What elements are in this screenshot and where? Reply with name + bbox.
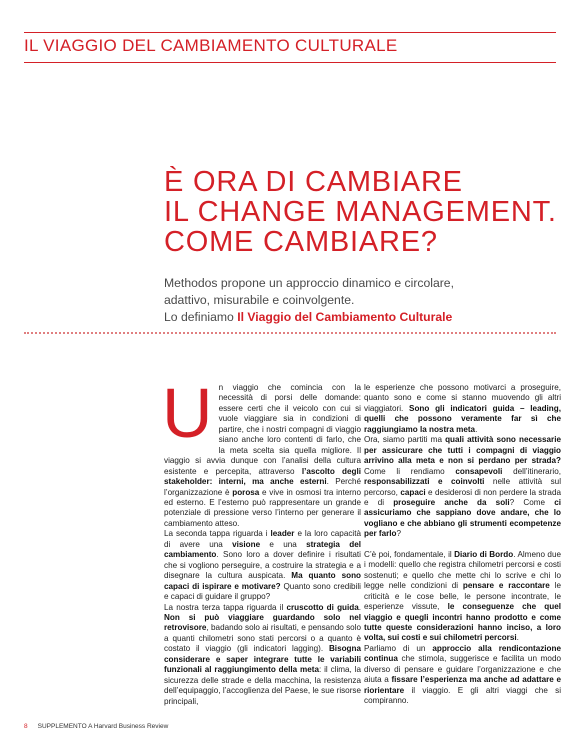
text-run: . Almeno due i modelli: quello che registra chilometri percorsi e costi sostenuti; e quello che mette chi lo scrive e chi lo legge nelle condizioni di xyxy=(364,549,561,591)
intro-line-3-prefix: Lo definiamo xyxy=(164,310,238,324)
intro-paragraph xyxy=(164,275,564,326)
bold-text: pensare e raccontare xyxy=(462,581,550,591)
text-run: C’è poi, fondamentale, il xyxy=(364,549,455,559)
intro-line-3 xyxy=(164,309,564,326)
page-number: 8 xyxy=(24,723,28,730)
intro-line-1: Methodos propone un approccio dinamico e circolare, xyxy=(164,276,454,290)
text-run: e una xyxy=(260,539,307,549)
paragraph-2 xyxy=(164,529,361,602)
bold-text: Diario di Bordo xyxy=(454,549,514,559)
text-run: Come li rendiamo xyxy=(364,466,456,476)
text-run: La seconda tappa riguarda i xyxy=(164,529,271,539)
page-footer xyxy=(24,723,168,730)
text-run: Ora, siamo partiti ma xyxy=(364,435,446,445)
text-run: ? Come xyxy=(509,497,555,507)
body-column-2 xyxy=(364,383,561,707)
paragraph-4 xyxy=(364,383,561,435)
bold-text: Non si può viaggiare guardando solo nel retrovisore xyxy=(164,612,361,633)
bold-text: Bisogna considerare e saper integrare tutte le variabili funzionali al raggiungimento della meta xyxy=(164,644,361,675)
publication-name: SUPPLEMENTO A Harvard Business Review xyxy=(37,723,169,730)
bold-text: cruscotto di guida xyxy=(286,602,359,612)
text-run: le criticità e le cose belle, le persone incontrate, le esperienze vissute, xyxy=(364,581,561,612)
header-rule-bottom xyxy=(24,62,556,63)
bold-text: quali attività sono necessarie per assicurare che tutti i compagni di viaggio arrivino alla meta e non si perdano per strada? xyxy=(364,435,561,466)
bold-text: capaci xyxy=(400,487,426,497)
header-rule-top xyxy=(24,32,556,33)
bold-text: consapevoli xyxy=(455,466,503,476)
intro-line-2: adattivo, misurabile e coinvolgente. xyxy=(164,293,355,307)
bold-text: fissare l’esperienza ma anche ad adattare e riorientare xyxy=(364,675,561,695)
text-run: e vive in osmosi tra interno ed esterno. E l’esterno può rappresentare un grande potenziale di pressione verso l’interno per generare il cambiamento atteso. xyxy=(164,487,361,528)
text-run: . Perché l’organizzazione è xyxy=(164,477,361,497)
text-run: : il clima, la sicurezza delle strade e della macchina, la resistenza dell’equipaggio, l’accoglienza del Paese, le sue risorse principali, xyxy=(164,665,361,706)
section-divider xyxy=(24,332,556,334)
text-run: dell’itinerario, xyxy=(502,466,561,476)
headline-line-1: È ORA DI CAMBIARE xyxy=(164,166,463,198)
bold-text: responsabilizzati e coinvolti xyxy=(364,477,485,487)
text-run: , badando solo ai risultati, e pensando solo a quanti chilometri sono stati percorsi o a quanto è costato il viaggio (gli indicatori lagging). xyxy=(164,623,361,654)
bold-text: Sono gli indicatori guida – leading, quelli che possono veramente far sì che raggiungiamo la nostra meta xyxy=(364,403,561,434)
text-run: e desiderosi di non perdere la strada e di xyxy=(364,487,561,507)
intro-highlight: Il Viaggio del Cambiamento Culturale xyxy=(237,310,453,324)
bold-text: le conseguenze che quel viaggio e quegli incontri hanno prodotto e come tutte queste considerazioni hanno inciso, a loro volta, sui costi e sui chilometri percorsi xyxy=(364,602,561,643)
bold-text: ci assicuriamo che sappiano dove andare, che lo vogliano e che abbiano gli strumenti ecompetenze per farlo xyxy=(364,497,561,539)
text-run: . xyxy=(475,424,478,434)
paragraph-7 xyxy=(364,644,561,707)
bold-text: l’ascolto degli stakeholder: interni, ma anche esterni xyxy=(164,466,361,487)
dropcap: U xyxy=(162,374,213,452)
bold-text: porosa xyxy=(232,487,260,497)
bold-text: leader xyxy=(270,529,295,539)
headline-line-2: IL CHANGE MANAGEMENT. xyxy=(164,196,557,228)
paragraph-5 xyxy=(364,435,561,540)
text-run: . xyxy=(516,633,519,643)
text-run: . xyxy=(358,602,362,612)
paragraph-1 xyxy=(162,374,361,529)
text-run: nelle attività sul percorso, xyxy=(364,477,561,497)
paragraph-6 xyxy=(364,550,561,644)
bold-text: proseguire anche da soli xyxy=(393,497,510,507)
paragraph-3 xyxy=(164,603,361,708)
text-run: Parliamo di un xyxy=(364,643,433,653)
headline-line-3: COME CAMBIARE? xyxy=(164,226,438,258)
text-run: ? xyxy=(396,529,402,539)
text-run: le esperienze che possono motivarci a proseguire, quanto sono e come si stanno muovendo gli altri viaggiatori. xyxy=(364,383,561,413)
text-run: e la loro capacità di avere una xyxy=(164,529,361,549)
bold-text: visione xyxy=(232,539,261,549)
bold-text: Ma quanto sono capaci di ispirare e motivare? xyxy=(164,571,361,591)
text-run: Quanto sono credibili e capaci di guidare il gruppo? xyxy=(164,581,361,602)
text-run: . Sono loro a dover definire i risultati che si vogliono perseguire, a costruire la strategia e a disegnare la cultura auspicata. xyxy=(164,550,361,581)
body-column-1 xyxy=(162,374,362,707)
text-run: La nostra terza tappa riguarda il xyxy=(164,602,287,612)
bold-text: strategia del cambiamento xyxy=(164,539,361,560)
text-run: che stimola, suggerisce e facilita un modo diverso di pensare e guidare l’organizzazione e che aiuta a xyxy=(364,654,561,685)
text-run: il viaggio. E gli altri viaggi che si compiranno. xyxy=(364,685,561,706)
section-title: IL VIAGGIO DEL CAMBIAMENTO CULTURALE xyxy=(24,36,398,55)
bold-text: approccio alla rendicontazione continua xyxy=(364,643,561,664)
headline xyxy=(164,167,564,257)
text-run: n viaggio che comincia con la necessità di porsi delle domande: essere certi che il veicolo con cui si vuole viaggiare sia in condizioni di partire, che i nostri compagni di viaggio siano anche loro contenti di farlo, che la meta scelta sia quella migliore. Il viaggio si avvia dunque con l’analisi della cultura esistente e percepita, attraverso xyxy=(164,383,361,476)
